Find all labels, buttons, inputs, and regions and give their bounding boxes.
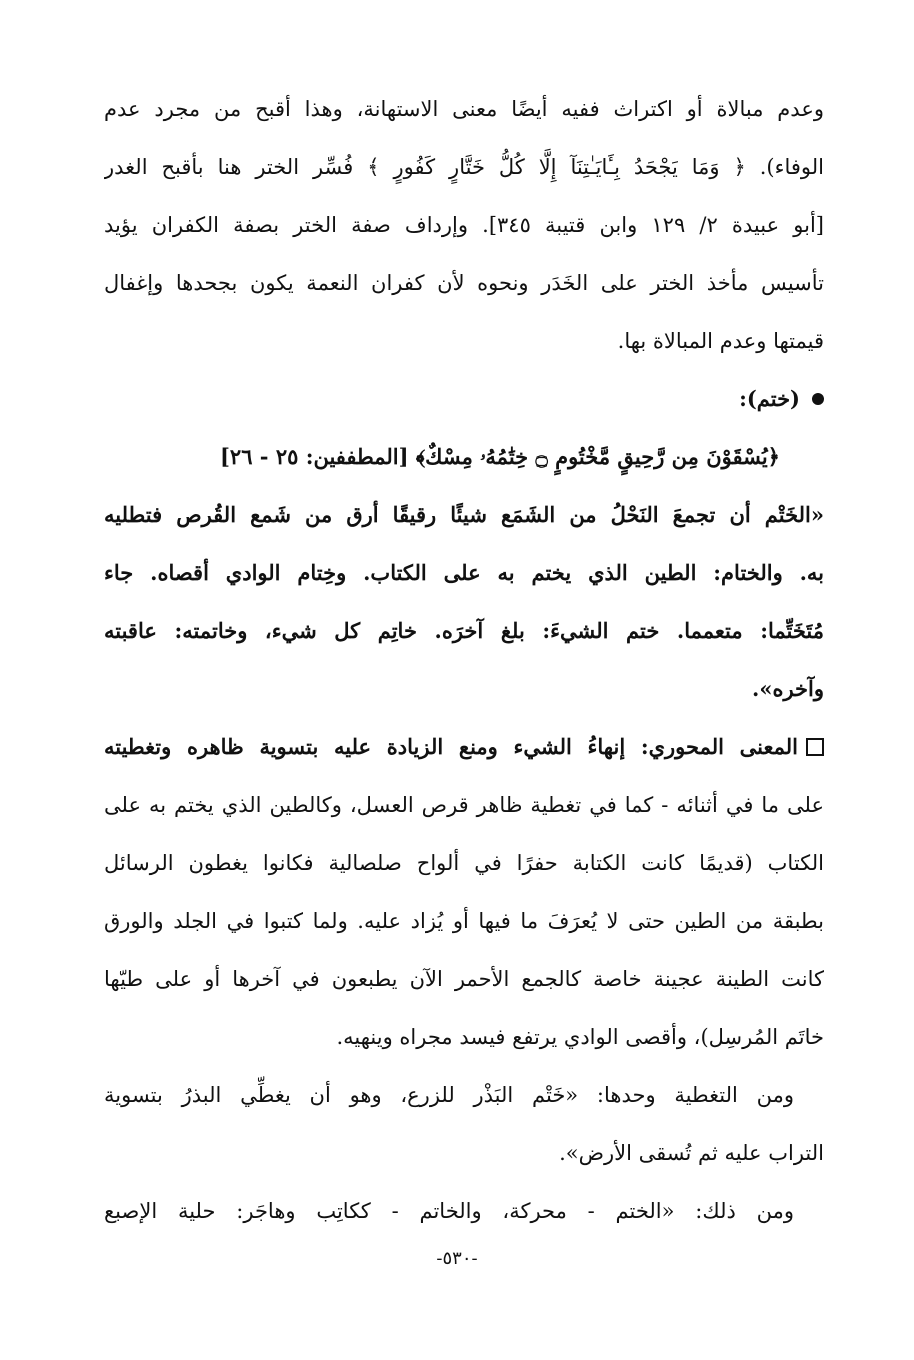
text-line: كانت الطينة عجينة خاصة كالجمع الأحمر الآن يطبعون في آخرها أو على طيّها [104,967,824,991]
square-box-icon [806,738,824,756]
text-line: وعدم مبالاة أو اكتراث ففيه أيضًا معنى الاستهانة، وهذا أقبح من مجرد عدم [104,97,824,121]
text-line: به. والختام: الطين الذي يختم به على الكتاب. وخِتام الوادي أقصاه. جاء [104,560,824,585]
core-meaning-text: المعنى المحوري: إنهاءُ الشيء ومنع الزيادة عليه بتسوية ظاهره وتغطيته [104,734,798,759]
entry-heading [104,370,824,428]
text-line: وآخره». [752,676,824,701]
text-line: الكتاب (قديمًا كانت الكتابة حفرًا في ألواح صلصالية فكانوا يغطون الرسائل [104,851,824,875]
page-number: -٥٣٠- [436,1248,478,1269]
bullet-icon [812,393,824,405]
text-line: ومن ذلك: «الختم - محركة، والخاتم - ككاتِب وهاجَر: حلية الإصبع [104,1199,794,1223]
text-line: خاتَم المُرسِل)، وأقصى الوادي يرتفع فيسد مجراه وينهيه. [336,1025,824,1049]
text-line: قيمتها وعدم المبالاة بها. [617,329,824,353]
text-line: مُتَخَتِّما: متعمما. ختم الشيءَ: بلغ آخرَه. خاتِم كل شيء، وخاتمته: عاقبته [104,618,824,643]
text-line: التراب عليه ثم تُسقى الأرض». [559,1141,824,1165]
text-line: «الخَتْم أن تجمعَ النَحْلُ من الشَمَع شيئًا رقيقًا أرق من شَمع القُرص فتطليه [104,502,824,527]
page-body [104,80,824,1240]
text-line: [أبو عبيدة ٢/ ١٢٩ وابن قتيبة ٣٤٥]. وإرداف صفة الختر بصفة الكفران يؤيد [104,213,824,237]
text-line: تأسيس مأخذ الختر على الخَدَر ونحوه لأن كفران النعمة يكون بجحدها وإغفال [104,271,824,295]
text-line: الوفاء). ﴿ وَمَا يَجْحَدُ بِـَٔايَـٰتِنَآ إِلَّا كُلُّ خَتَّارٍ كَفُورٍ ﴾ فُسِّر الختر هنا بأقبح الغدر [104,155,824,179]
quran-verse: ﴿يُسْقَوْنَ مِن رَّحِيقٍ مَّخْتُومٍ ۝ خِتَٰمُهُۥ مِسْكٌ﴾ [المطففين: ٢٥ - ٢٦] [219,444,780,469]
text-line: على ما في أثنائه - كما في تغطية ظاهر قرص العسل، وكالطين الذي يختم به على [104,793,824,817]
entry-heading-text: (ختم): [739,386,800,411]
text-line: بطبقة من الطين حتى لا يُعرَفَ ما فيها أو يُزاد عليه. ولما كتبوا في الجلد والورق [104,909,824,933]
core-meaning-line [104,718,824,776]
text-line: ومن التغطية وحدها: «خَتْم البَذْر للزرع، وهو أن يغطِّي البذرُ بتسوية [104,1083,794,1107]
